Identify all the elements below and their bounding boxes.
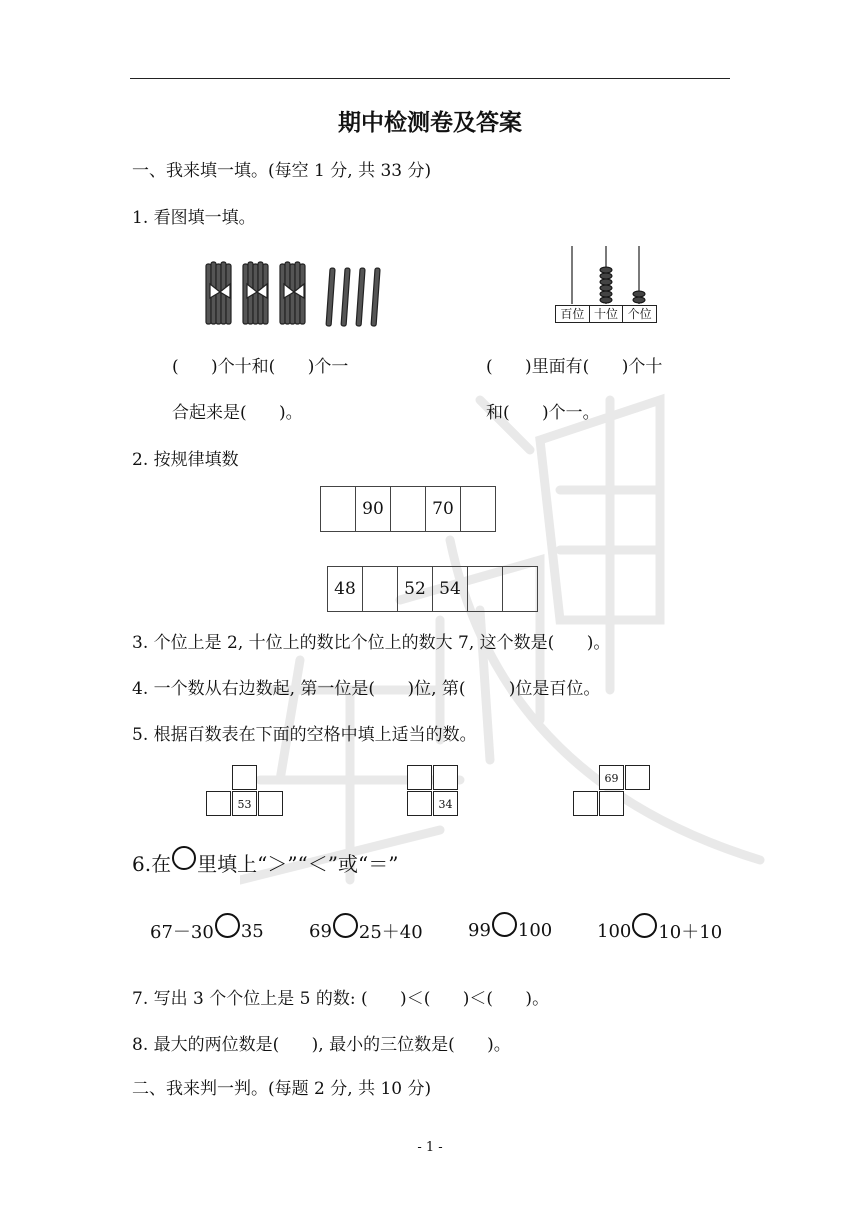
compare-item-2 [309, 918, 423, 944]
hundred-chart-fig3 [573, 765, 653, 819]
q1-right-line2: 和( )个一。 [486, 403, 600, 423]
compare-item-3 [468, 918, 552, 943]
single-sticks [326, 268, 380, 326]
sequence-grid-1 [320, 486, 496, 532]
abacus-label-ones: 个位 [627, 307, 652, 321]
page-number: - 1 - [417, 1140, 443, 1155]
compare-left: 67－30 [150, 922, 214, 943]
compare-right: 10＋10 [658, 922, 723, 943]
abacus-figure [555, 244, 657, 324]
compare-left: 99 [468, 920, 491, 941]
compare-right: 35 [240, 920, 264, 942]
compare-circle[interactable] [632, 913, 657, 938]
fig1-value: 53 [232, 791, 257, 816]
circle-icon [172, 846, 196, 870]
seq1-cell: 90 [356, 487, 391, 532]
sticks-figure [198, 258, 392, 330]
compare-circle[interactable] [333, 913, 358, 938]
q2-label: 2. 按规律填数 [132, 450, 239, 470]
compare-circle[interactable] [215, 913, 240, 938]
seq2-cell [503, 567, 538, 612]
fig3-value: 69 [599, 765, 624, 790]
seq1-cell: 70 [426, 487, 461, 532]
seq2-cell: 48 [328, 567, 363, 612]
q8-text: 8. 最大的两位数是( ), 最小的三位数是( )。 [132, 1035, 511, 1055]
section1-heading: 一、我来填一填。(每空 1 分, 共 33 分) [132, 161, 432, 181]
sequence-grid-2 [327, 566, 538, 612]
q7-text: 7. 写出 3 个个位上是 5 的数: ( )＜( )＜( )。 [132, 989, 550, 1009]
section2-heading: 二、我来判一判。(每题 2 分, 共 10 分) [132, 1079, 432, 1099]
seq2-cell: 52 [398, 567, 433, 612]
compare-circle[interactable] [492, 912, 517, 937]
q5-label: 5. 根据百数表在下面的空格中填上适当的数。 [132, 725, 477, 745]
compare-right: 100 [517, 920, 553, 941]
seq2-cell [468, 567, 503, 612]
q4-text: 4. 一个数从右边数起, 第一位是( )位, 第( )位是百位。 [132, 679, 601, 699]
bundle-3 [280, 262, 305, 324]
fig2-value: 34 [433, 791, 458, 816]
abacus-label-tens: 十位 [590, 306, 624, 322]
q6-heading [132, 848, 398, 877]
seq2-cell: 54 [433, 567, 468, 612]
bundle-1 [206, 262, 231, 324]
q1-left-line1: ( )个十和( )个一 [172, 357, 349, 377]
compare-left: 69 [309, 920, 332, 942]
abacus-label-hundreds: 百位 [556, 306, 590, 322]
compare-item-4 [597, 918, 722, 944]
q6-prefix: 6.在 [132, 852, 172, 876]
compare-item-1 [150, 918, 264, 944]
compare-right: 25＋40 [358, 922, 423, 943]
q1-left-line2: 合起来是( )。 [172, 403, 303, 423]
page-title: 期中检测卷及答案 [338, 110, 522, 136]
compare-left: 100 [597, 920, 632, 942]
q3-text: 3. 个位上是 2, 十位上的数比个位上的数大 7, 这个数是( )。 [132, 633, 611, 653]
q1-right-line1: ( )里面有( )个十 [486, 357, 663, 377]
hundred-chart-fig1 [206, 765, 286, 819]
seq2-cell [363, 567, 398, 612]
seq1-cell [321, 487, 356, 532]
bundle-2 [243, 262, 268, 324]
seq1-cell [461, 487, 496, 532]
hundred-chart-fig2 [407, 765, 461, 819]
header-rule [130, 78, 730, 79]
q6-suffix: 里填上“＞”“＜”或“＝” [197, 852, 399, 876]
q1-label: 1. 看图填一填。 [132, 208, 256, 228]
seq1-cell [391, 487, 426, 532]
